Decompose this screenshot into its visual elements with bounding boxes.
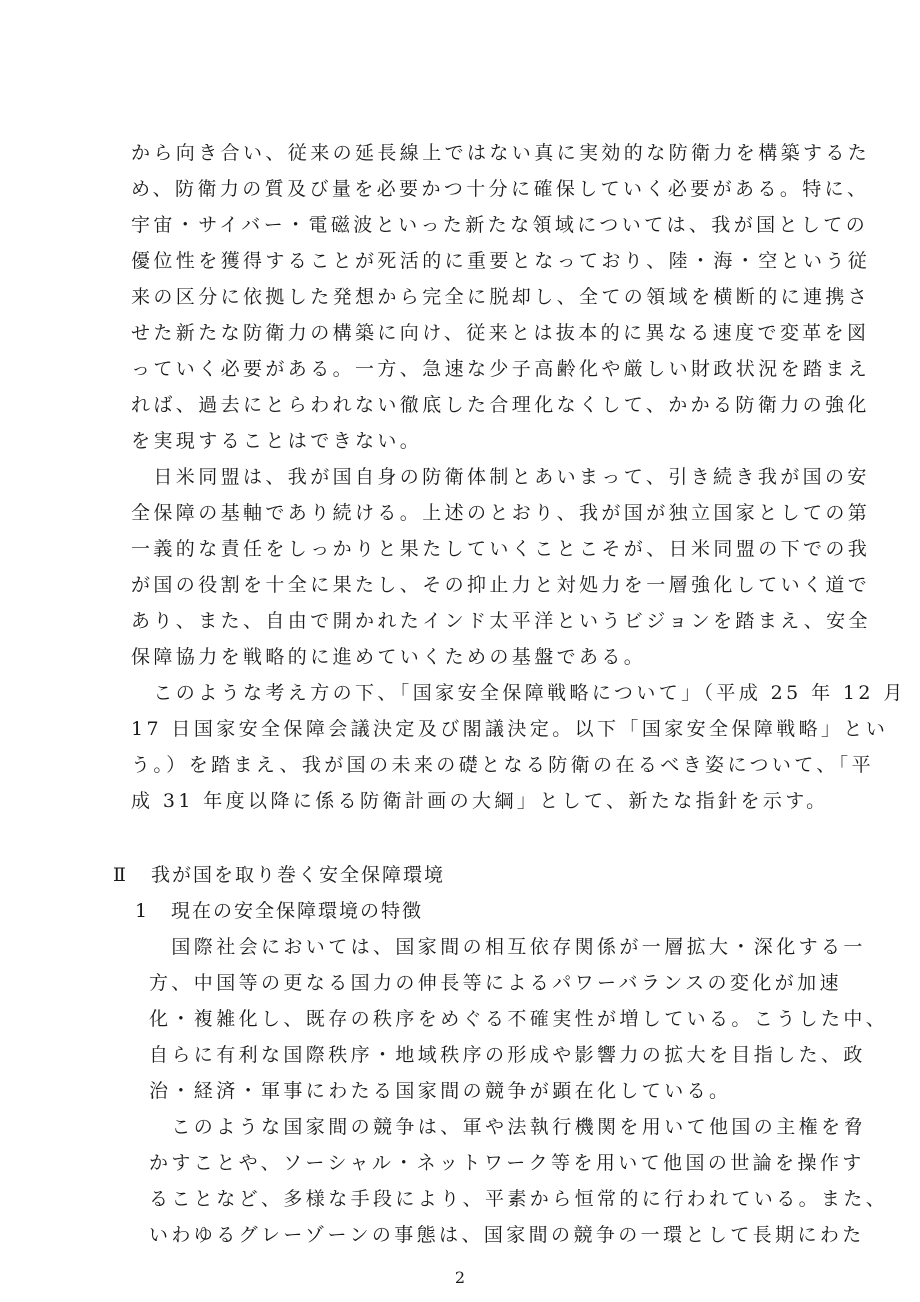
text-line: う。）を踏まえ、我が国の未来の礎となる防衛の在るべき姿について、「平 <box>131 754 874 776</box>
text-line: このような国家間の競争は、軍や法執行機関を用いて他国の主権を脅 <box>149 1116 866 1138</box>
text-line: 来の区分に依拠した発想から完全に脱却し、全ての領域を横断的に連携さ <box>131 286 871 308</box>
text-line: このような考え方の下、「国家安全保障戦略について」（平成 25 年 12 月 <box>131 682 906 704</box>
text-line: 宇宙・サイバー・電磁波といった新たな領域については、我が国としての <box>131 214 869 236</box>
text-line: から向き合い、従来の延長線上ではない真に実効的な防衛力を構築するた <box>131 142 871 164</box>
text-line: 一義的な責任をしっかりと果たしていくことこそが、日米同盟の下での我 <box>131 538 871 560</box>
text-line: ることなど、多様な手段により、平素から恒常的に行われている。また、 <box>149 1188 889 1210</box>
section-title: 我が国を取り巻く安全保障環境 <box>151 864 446 886</box>
text-line: が国の役割を十全に果たし、その抑止力と対処力を一層強化していく道で <box>131 574 871 596</box>
text-line: 治・経済・軍事にわたる国家間の競争が顕在化している。 <box>149 1080 732 1102</box>
section-heading <box>113 863 445 887</box>
text-line: かすことや、ソーシャル・ネットワーク等を用いて他国の世論を操作す <box>149 1152 865 1174</box>
subsection-title: 現在の安全保障環境の特徴 <box>171 900 424 922</box>
text-line: 自らに有利な国際秩序・地域秩序の形成や影響力の拡大を目指した、政 <box>149 1044 866 1066</box>
text-line: め、防衛力の質及び量を必要かつ十分に確保していく必要がある。特に、 <box>131 178 870 200</box>
text-line: 国際社会においては、国家間の相互依存関係が一層拡大・深化する一 <box>149 936 866 958</box>
text-line: 保障協力を戦略的に進めていくための基盤である。 <box>131 646 647 668</box>
text-line: 17 日国家安全保障会議決定及び閣議決定。以下「国家安全保障戦略」とい <box>131 718 889 740</box>
text-line: を実現することはできない。 <box>131 430 423 452</box>
text-line: 日米同盟は、我が国自身の防衛体制とあいまって、引き続き我が国の安 <box>131 466 870 488</box>
text-line: 化・複雑化し、既存の秩序をめぐる不確実性が増している。こうした中、 <box>149 1008 889 1030</box>
page-number: 2 <box>454 1268 466 1287</box>
section-number: Ⅱ <box>113 864 128 886</box>
text-line: 方、中国等の更なる国力の伸長等によるパワーバランスの変化が加速 <box>149 972 842 994</box>
text-line: 全保障の基軸であり続ける。上述のとおり、我が国が独立国家としての第 <box>131 502 871 524</box>
text-line: 成 31 年度以降に係る防衛計画の大綱」として、新たな指針を示す。 <box>131 790 829 812</box>
text-line: いわゆるグレーゾーンの事態は、国家間の競争の一環として長期にわた <box>149 1224 865 1246</box>
text-line: 優位性を獲得することが死活的に重要となっており、陸・海・空という従 <box>131 250 871 272</box>
text-line: せた新たな防衛力の構築に向け、従来とは抜本的に異なる速度で変革を図 <box>131 322 870 344</box>
text-line: っていく必要がある。一方、急速な少子高齢化や厳しい財政状況を踏まえ <box>131 358 871 380</box>
text-line: れば、過去にとらわれない徹底した合理化なくして、かかる防衛力の強化 <box>131 394 870 416</box>
text-line: あり、また、自由で開かれたインド太平洋というビジョンを踏まえ、安全 <box>131 610 871 632</box>
subsection-heading <box>135 899 423 923</box>
subsection-number: 1 <box>135 900 150 922</box>
